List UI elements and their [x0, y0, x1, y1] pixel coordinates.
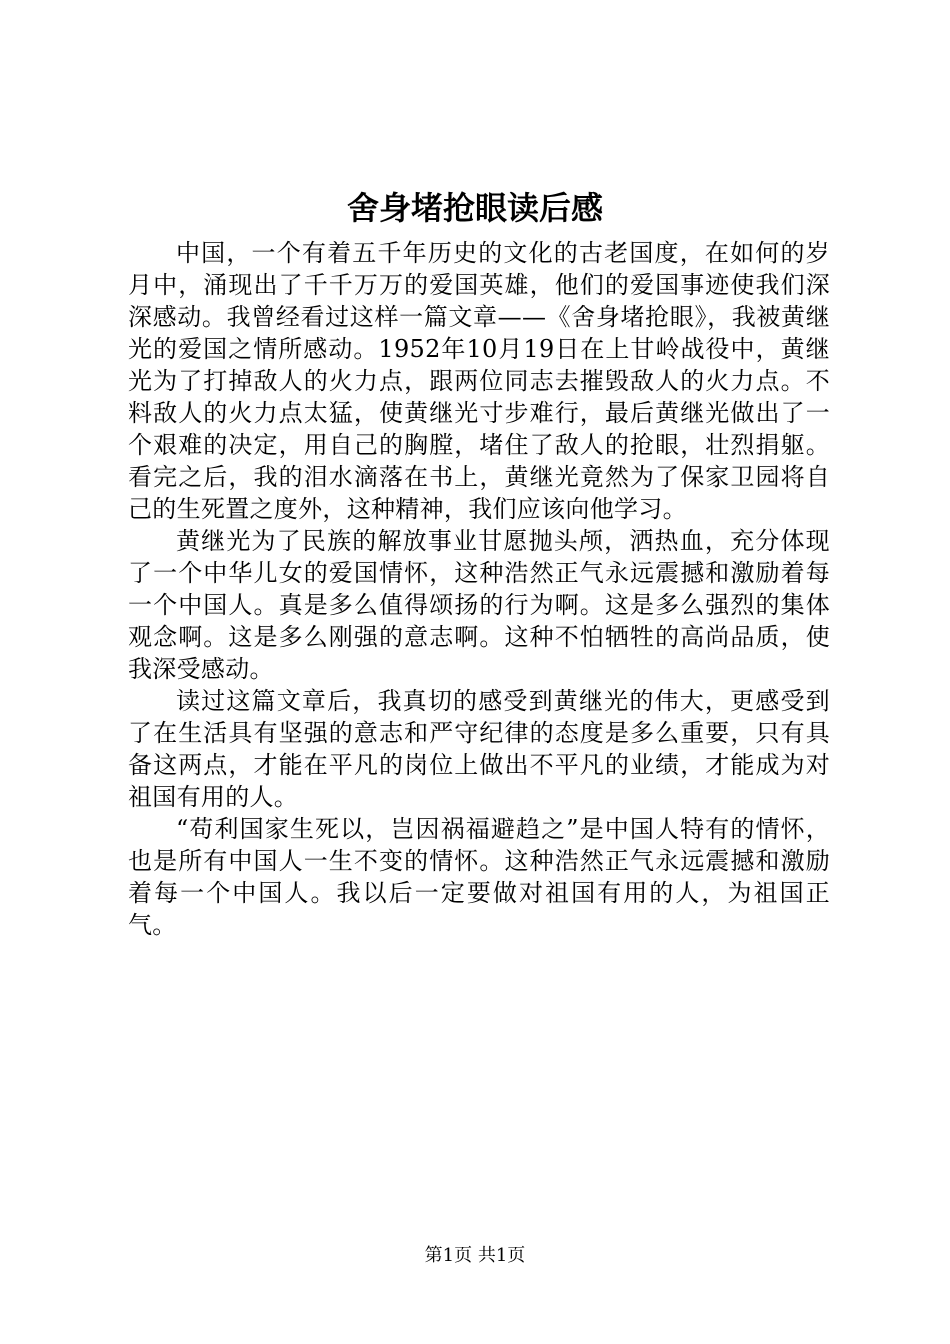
paragraph-2: 黄继光为了民族的解放事业甘愿抛头颅，洒热血，充分体现了一个中华儿女的爱国情怀，这种浩然正气永远震撼和激励着每一个中国人。真是多么值得颂扬的行为啊。这是多么强烈的集体观念啊。这是多么刚强的意志啊。这种不怕牺牲的高尚品质，使我深受感动。 — [128, 527, 830, 683]
paragraph-1: 中国，一个有着五千年历史的文化的古老国度，在如何的岁月中，涌现出了千千万万的爱国英雄，他们的爱国事迹使我们深深感动。我曾经看过这样一篇文章——《舍身堵抢眼》，我被黄继光的爱国之情所感动。1952年10月19日在上甘岭战役中，黄继光为了打掉敌人的火力点，跟两位同志去摧毁敌人的火力点。不料敌人的火力点太猛，使黄继光寸步难行，最后黄继光做出了一个艰难的决定，用自己的胸膛，堵住了敌人的抢眼，壮烈捐躯。看完之后，我的泪水滴落在书上，黄继光竟然为了保家卫园将自己的生死置之度外，这种精神，我们应该向他学习。 — [128, 239, 830, 523]
document-title: 舍身堵抢眼读后感 — [346, 189, 603, 227]
paragraph-3: 读过这篇文章后，我真切的感受到黄继光的伟大，更感受到了在生活具有坚强的意志和严守纪律的态度是多么重要，只有具备这两点，才能在平凡的岗位上做出不平凡的业绩，才能成为对祖国有用的人。 — [128, 687, 830, 811]
page-footer: 第1页 共1页 — [424, 1245, 526, 1266]
document-body — [128, 237, 830, 941]
paragraph-4: “苟利国家生死以，岂因祸福避趋之”是中国人特有的情怀，也是所有中国人一生不变的情怀。这种浩然正气永远震撼和激励着每一个中国人。我以后一定要做对祖国有用的人，为祖国正气。 — [128, 815, 830, 939]
